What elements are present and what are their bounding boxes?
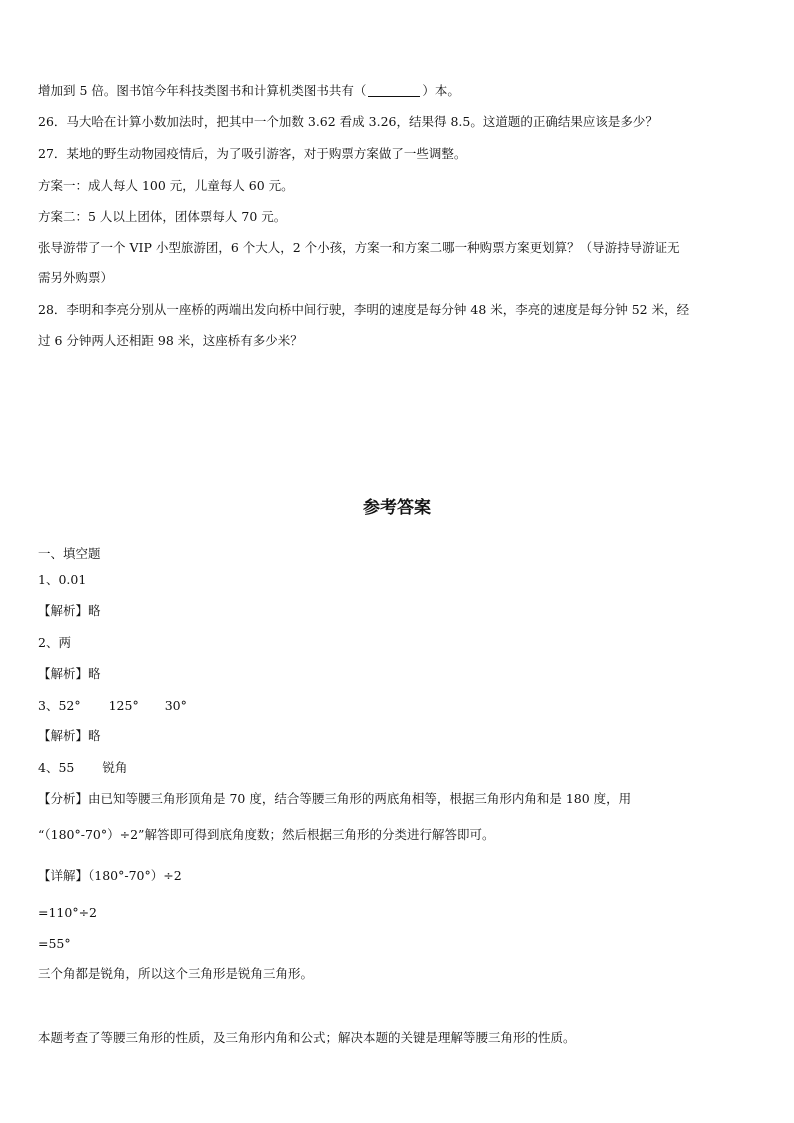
answer-4-detail-line-4: 三个角都是锐角，所以这个三角形是锐角三角形。: [38, 966, 314, 981]
question-27-ask-line-1: 张导游带了一个 VIP 小型旅游团，6 个大人，2 个小孩，方案一和方案二哪一种购票方案更划算？（导游持导游证无: [38, 240, 680, 255]
answer-4-analysis-line-2: “（180°-70°）÷2”解答即可得到底角度数；然后根据三角形的分类进行解答即可。: [38, 827, 495, 842]
answer-blank: [368, 84, 420, 97]
question-27-ask-line-2: 需另外购票）: [38, 270, 114, 285]
answer-4-summary: 本题考查了等腰三角形的性质，及三角形内角和公式；解决本题的关键是理解等腰三角形的性质。: [38, 1030, 576, 1045]
answer-4: [38, 760, 127, 776]
answer-3-value-3: 30°: [164, 698, 187, 713]
question-27-plan-2: 方案二：5 人以上团体，团体票每人 70 元。: [38, 209, 287, 224]
question-27-plan-1: 方案一：成人每人 100 元，儿童每人 60 元。: [38, 178, 294, 193]
answer-4-value-1: 4、55: [38, 760, 75, 775]
answer-3: [38, 698, 187, 714]
question-28-line-2: 过 6 分钟两人还相距 98 米，这座桥有多少米？: [38, 333, 303, 348]
question-27-intro: 27．某地的野生动物园疫情后，为了吸引游客，对于购票方案做了一些调整。: [38, 146, 467, 161]
answer-2-note: 【解析】略: [38, 666, 101, 681]
answer-4-detail-line-1: 【详解】（180°-70°）÷2: [38, 868, 182, 883]
answer-4-analysis-line-1: 【分析】由已知等腰三角形顶角是 70 度，结合等腰三角形的两底角相等，根据三角形内角和是 180 度，用: [38, 791, 632, 806]
question-26: 26．马大哈在计算小数加法时，把其中一个加数 3.62 看成 3.26，结果得 8.5。这道题的正确结果应该是多少？: [38, 114, 658, 129]
question-25-text-a: 增加到 5 倍。图书馆今年科技类图书和计算机类图书共有（: [38, 83, 367, 98]
answer-4-value-2: 锐角: [102, 760, 128, 775]
answer-1: 1、0.01: [38, 572, 87, 587]
question-28-line-1: 28．李明和李亮分别从一座桥的两端出发向桥中间行驶，李明的速度是每分钟 48 米，李亮的速度是每分钟 52 米，经: [38, 302, 690, 317]
answers-title: 参考答案: [363, 498, 431, 518]
answer-3-value-2: 125°: [108, 698, 139, 713]
answer-2: 2、两: [38, 635, 71, 650]
section-heading: 一、填空题: [38, 546, 101, 561]
answer-1-note: 【解析】略: [38, 603, 101, 618]
answer-4-detail-line-2: =110°÷2: [38, 905, 98, 920]
answer-3-value-1: 3、52°: [38, 698, 81, 713]
answer-3-note: 【解析】略: [38, 728, 101, 743]
question-25-tail: [38, 83, 460, 99]
question-25-text-b: ）本。: [422, 83, 460, 98]
answer-4-detail-line-3: =55°: [38, 936, 71, 951]
